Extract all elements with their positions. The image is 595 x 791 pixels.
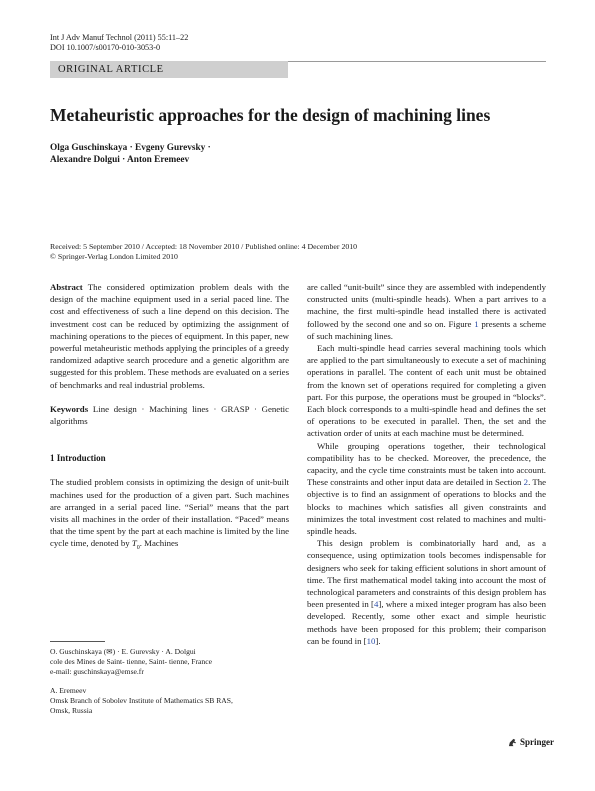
- publication-dates: Received: 5 September 2010 / Accepted: 18 November 2010 / Published online: 4 December 2010: [50, 242, 358, 251]
- section-ref-link[interactable]: 2: [523, 477, 529, 488]
- affiliation-email[interactable]: e-mail: guschinskaya@emse.fr: [50, 667, 144, 676]
- section-heading-introduction: 1 Introduction: [50, 453, 106, 464]
- springer-horse-icon: [508, 738, 517, 747]
- right-paragraph-2: Each multi-spindle head carries several machining tools which are applied to the part simultaneously to execute a set of machining operations in parallel. The content of each unit must be obtained from the known set of operations required for completing a given part. For this purpose, the operations must be grouped in “blocks”. Each block corresponds to a multi-spindle head and defines the set of operations to be executed in parallel. Then, the set and the activation order of units at each machine must be determined.: [307, 343, 546, 439]
- cycle-time-symbol: T: [131, 538, 137, 549]
- banner-rule: [288, 61, 546, 62]
- doi: DOI 10.1007/s00170-010-3053-0: [50, 43, 161, 52]
- intro-paragraph: The studied problem consists in optimizing the design of unit-built machines used for the production of a given part. Such machines are arranged in a serial paced line. “Serial” means that the part visits all machines in the order of their installation. “Paced” means that the time spent by the part at each machine is limited by the line cycle time, denoted by $T_0$. Machines: [50, 477, 289, 552]
- figure-ref-link[interactable]: 1: [474, 318, 479, 329]
- publisher-name: Springer: [520, 737, 555, 747]
- copyright: © Springer-Verlag London Limited 2010: [50, 252, 178, 261]
- abstract-text: The considered optimization problem deals with the design of the machine equipment used in a serial paced line. The cost and effectiveness of such a line depend on this decision. The investment cost can be reduced by optimizing the assignment of machining operations to the pieces of equipment. In this paper, new powerful metaheuristic methods applying the principles of a greedy randomized adaptive search procedure and a genetic algorithm are suggested for this problem. These methods are evaluated on a series of benchmarks and real industrial problems.: [50, 282, 290, 390]
- right-paragraph-3: While grouping operations together, their technological compatibility has to be checked. Moreover, the precedence, the capacity, and the cycle time constraints must be taken into account. These constraints and other input data are detailed in Section 2. The objective is to find an assignment of operations to blocks and the blocks to machines which satisfies all given constraints and minimizes the total investment cost related to machines and multi-spindle heads.: [307, 440, 546, 537]
- footnote-rule: [50, 641, 105, 642]
- right-paragraph-1: are called “unit-built” since they are assembled with independently constructed units (multi-spindle heads). When a part arrives to a machine, the first multi-spindle head installed there is activated followed by the second one and so on. Figure 1 presents a scheme of such machining lines.: [307, 282, 546, 341]
- abstract-label: Abstract: [50, 282, 83, 292]
- affiliation-authors: O. Guschinskaya (✉) · E. Gurevsky · A. Dolgui: [50, 647, 196, 656]
- affiliation-location-2: Omsk, Russia: [50, 706, 93, 715]
- affiliation-author-2: A. Eremeev: [50, 686, 87, 695]
- right-column: [307, 281, 546, 647]
- right-paragraph-4: This design problem is combinatorially hard and, as a consequence, using optimization tools becomes indispensable for designers who seek for taking efficient solutions in short amount of time. The first mathematical model taking into account the most of technological parameters and constraints of this design problem has been presented in [4], where a mixed integer program has also been developed. Recently, some other exact and simple heuristic methods have been proposed for this problem; their comparison can be found in [10].: [307, 538, 546, 646]
- left-column: [50, 281, 289, 554]
- paper-title: Metaheuristic approaches for the design of machining lines: [50, 105, 491, 125]
- keywords: [50, 403, 289, 427]
- citation-ref-link[interactable]: 4: [373, 599, 379, 610]
- affiliation-institution-2: Omsk Branch of Sobolev Institute of Mathematics SB RAS,: [50, 696, 233, 705]
- affiliation-institution: cole des Mines de Saint- tienne, Saint- tienne, France: [50, 657, 212, 666]
- authors-line-1: Olga Guschinskaya · Evgeny Gurevsky ·: [50, 143, 211, 153]
- keywords-label: Keywords: [50, 403, 89, 414]
- authors-line-2: Alexandre Dolgui · Anton Eremeev: [50, 155, 190, 165]
- abstract: [50, 281, 289, 391]
- citation-ref-link[interactable]: 10: [366, 635, 376, 646]
- journal-citation: Int J Adv Manuf Technol (2011) 55:11–22: [50, 33, 189, 42]
- keywords-text: Line design · Machining lines · GRASP · Genetic algorithms: [50, 403, 289, 427]
- article-type-banner: ORIGINAL ARTICLE: [50, 61, 288, 78]
- publisher-logo: [508, 737, 554, 747]
